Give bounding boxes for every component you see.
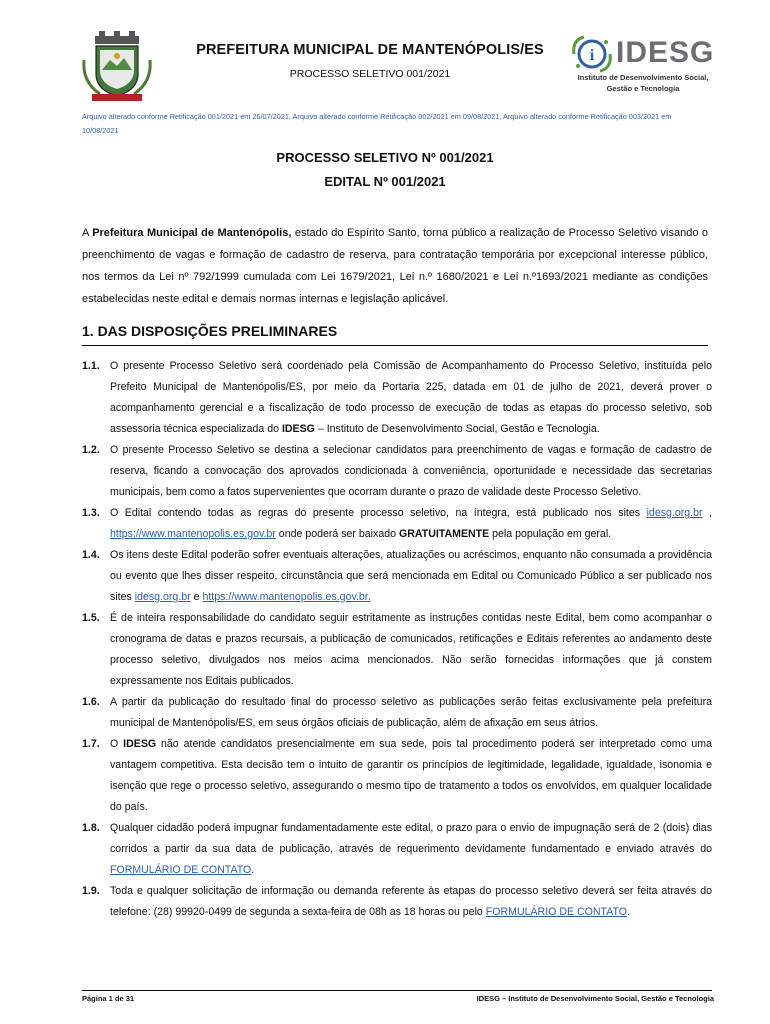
idesg-logo-wordmark: IDESG: [616, 36, 715, 69]
clause-number: 1.6.: [82, 696, 100, 708]
clause-bold: GRATUITAMENTE: [398, 528, 490, 540]
intro-lead: A: [82, 227, 93, 239]
clause-bold: IDESG: [123, 738, 157, 750]
clause-1-2: [82, 440, 712, 503]
clause-number: 1.4.: [82, 549, 100, 561]
clause-text: O presente Processo Seletivo será coordenado pela Comissão de Acompanhamento do Processo Seletivo, instituída pelo Prefeito Municipal de Mantenópolis/ES, por meio da Portaria 225, datada em 01 de julho de 2021, deverá prover o acompanhamento gerencial e a fiscalização de todo processo de execução de todas as etapas do processo seletivo, sob assessoria técnica especializada do: [110, 360, 712, 435]
clause-1-3: [82, 503, 712, 545]
contact-form-link[interactable]: FORMULÁRIO DE CONTATO: [485, 906, 628, 918]
clause-text: e: [190, 591, 203, 603]
clause-text: O: [110, 738, 124, 750]
footer-divider: [82, 990, 712, 991]
clause-text: Qualquer cidadão poderá impugnar fundamentadamente este edital, o prazo para o envio de impugnação será de 2 (dois) dias corridos a partir da sua data de publicação, através de requerimento devidamente fundamentado e enviado através do: [110, 822, 712, 855]
clause-1-1: [82, 356, 712, 440]
clause-text: É de inteira responsabilidade do candidato seguir estritamente as instruções contidas neste Edital, bem como acompanhar o cronograma de datas e prazos recursais, a publicação de comunicados, retificações e Editais referentes ao andamento deste processo seletivo, divulgados nos meios acima mencionados. Não serão fornecidas informações que já constem expressamente nos Editais publicados.: [110, 612, 712, 687]
mantenopolis-site-link[interactable]: https://www.mantenopolis.es.gov.br: [110, 528, 276, 540]
mantenopolis-site-link[interactable]: https://www.mantenopolis.es.gov.br.: [202, 591, 371, 603]
clause-text: O Edital contendo todas as regras do presente processo seletivo, na íntegra, está publicado nos sites: [110, 507, 647, 519]
section-heading: 1. DAS DISPOSIÇÕES PRELIMINARES: [82, 323, 708, 346]
amendment-note: Arquivo alterado conforme Retificação 001/2021 em 26/07/2021, Arquivo alterado conforme Retificação 002/2021 em 09/08/2021, Arquivo alterado conforme Retificação 003/2021 em 10/08/2021: [82, 112, 672, 135]
clause-text: .: [251, 864, 255, 876]
clause-number: 1.1.: [82, 360, 100, 372]
clause-number: 1.5.: [82, 612, 100, 624]
clause-text: ,: [702, 507, 712, 519]
clause-1-8: [82, 818, 712, 881]
clause-bold: IDESG: [281, 423, 315, 435]
footer-organization: IDESG – Instituto de Desenvolvimento Social, Gestão e Tecnologia: [476, 994, 714, 1003]
intro-paragraph: [82, 222, 708, 310]
clause-number: 1.2.: [82, 444, 100, 456]
contact-form-link[interactable]: FORMULÁRIO DE CONTATO: [110, 864, 252, 876]
header-title: PREFEITURA MUNICIPAL DE MANTENÓPOLIS/ES: [196, 42, 544, 58]
clause-1-7: [82, 734, 712, 818]
clause-text: Os itens deste Edital poderão sofrer eventuais alterações, atualizações ou acréscimos, enquanto não consumada a providência ou evento que lhes disser respeito, circunstância que será mencionada em Edital ou Comunicado Público a ser publicado nos sites: [110, 549, 712, 603]
logo-caption-line1: Instituto de Desenvolvimento Social,: [577, 73, 709, 82]
logo-caption-line2: Gestão e Tecnologia: [606, 84, 680, 93]
intro-org: Prefeitura Municipal de Mantenópolis,: [92, 227, 292, 239]
section-items: [82, 356, 712, 923]
municipal-coat-of-arms-icon: [80, 30, 154, 104]
idesg-site-link[interactable]: idesg.org.br: [134, 591, 191, 603]
document-subtitle: EDITAL Nº 001/2021: [324, 174, 446, 189]
clause-text: não atende candidatos presencialmente em sua sede, pois tal procedimento poderá ser interpretado como uma vantagem competitiva. Esta decisão tem o intuito de garantir os princípios de legitimidade, legalidade, igualdade, isonomia e isenção que rege o processo seletivo, assegurando o mesmo tipo de tratamento a todos os envolvidos, em qualquer localidade do país.: [110, 738, 712, 813]
clause-text: O presente Processo Seletivo se destina a selecionar candidatos para preenchimento de vagas e formação de cadastro de reserva, ficando a convocação dos aprovados condicionada à conveniência, oportunidade e necessidade das secretarias municipais, bem como a fatos supervenientes que ocorram durante o prazo de validade deste Processo Seletivo.: [110, 444, 712, 498]
idesg-site-link[interactable]: idesg.org.br: [646, 507, 703, 519]
page-header: [0, 0, 770, 110]
clause-text: onde poderá ser baixado: [275, 528, 399, 540]
clause-number: 1.9.: [82, 885, 100, 897]
clause-1-6: [82, 692, 712, 734]
idesg-emblem-icon: [570, 34, 614, 74]
svg-text:i: i: [589, 47, 595, 64]
clause-number: 1.3.: [82, 507, 100, 519]
page-number: Página 1 de 31: [82, 994, 135, 1003]
clause-1-4: [82, 545, 712, 608]
header-subtitle: PROCESSO SELETIVO 001/2021: [289, 68, 451, 80]
intro-text: estado do Espírito Santo, torna público a realização de Processo Seletivo visando o preenchimento de vagas e formação de cadastro de reserva, para contratação temporária por excepcional interesse público, nos termos da Lei nº 792/1999 cumulada com Lei 1679/2021, Lei n.º 1680/2021 e Lei n.º1693/2021 mediante as condições estabelecidas neste edital e demais normas internas e legislação aplicável.: [82, 227, 708, 305]
clause-1-9: [82, 881, 712, 923]
clause-text: .: [627, 906, 630, 918]
clause-text: Toda e qualquer solicitação de informação ou demanda referente às etapas do processo seletivo deverá ser feita através do telefone: (28) 99920-0499 de segunda a sexta-feira de 08h as 18 horas ou pelo: [110, 885, 712, 918]
clause-number: 1.7.: [82, 738, 100, 750]
clause-number: 1.8.: [82, 822, 100, 834]
clause-text: A partir da publicação do resultado final do processo seletivo as publicações serão feitas exclusivamente pela prefeitura municipal de Mantenópolis/ES, em seus órgãos oficiais de publicação, além de afixação em seus átrios.: [110, 696, 712, 729]
clause-1-5: [82, 608, 712, 692]
idesg-logo: [568, 34, 718, 96]
clause-text: – Instituto de Desenvolvimento Social, Gestão e Tecnologia.: [314, 423, 600, 435]
document-title: PROCESSO SELETIVO Nº 001/2021: [276, 150, 494, 165]
clause-text: pela população em geral.: [489, 528, 612, 540]
